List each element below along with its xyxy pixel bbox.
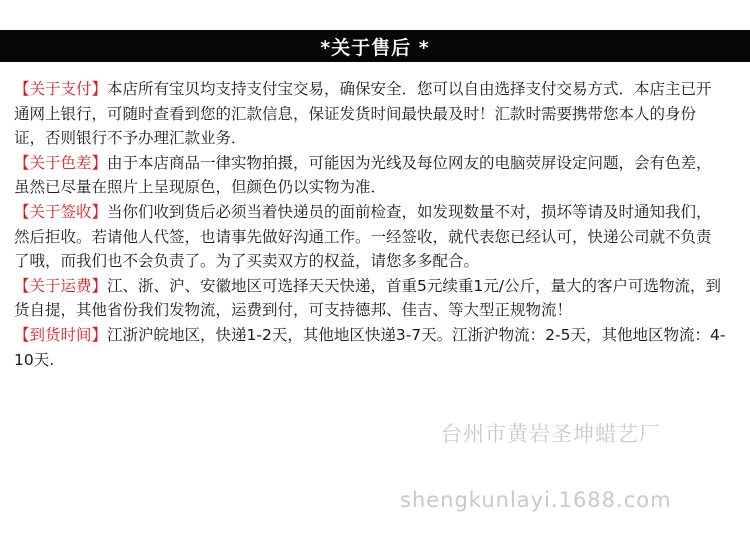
delivery-time-section bbox=[14, 323, 726, 372]
shipping-fee-tag: 【关于运费】 bbox=[14, 276, 108, 295]
payment-section bbox=[14, 77, 726, 151]
payment-tag: 【关于支付】 bbox=[14, 80, 108, 98]
watermark-url: shengkunlayi.1688.com bbox=[400, 488, 672, 512]
section-title: *关于售后 * bbox=[320, 36, 430, 59]
watermark-company: 台州市黄岩圣坤蜡艺厂 bbox=[441, 422, 661, 446]
signing-text: 当你们收到货后必须当着快递员的面前检查，如发现数量不对，损坏等请及时通知我们，然后拒收。若请他人代签，也请事先做好沟通工作。一经签收，就代表您已经认可，快递公司就不负责了哦，而我们也不会负责了。为了买卖双方的权益，请您多多配合。 bbox=[14, 202, 712, 271]
section-header-bar bbox=[0, 30, 750, 62]
delivery-time-text: 江浙沪皖地区，快递1-2天，其他地区快递3-7天。江浙沪物流：2-5天，其他地区物流：4-10天. bbox=[14, 325, 726, 369]
payment-text: 本店所有宝贝均支持支付宝交易，确保安全．您可以自由选择支付交易方式．本店主已开通网上银行，可随时查看到您的汇款信息，保证发货时间最快最及时！汇款时需要携带您本人的身份证，否则银行不予办理汇款业务． bbox=[14, 80, 712, 148]
signing-tag: 【关于签收】 bbox=[14, 202, 108, 221]
signing-section bbox=[14, 200, 726, 274]
color-difference-section bbox=[14, 151, 726, 200]
shipping-fee-text: 江、浙、沪、安徽地区可选择天天快递，首重5元续重1元/公斤，量大的客户可选物流，到货自提，其他省份我们发物流，运费到付，可支持德邦、佳吉、等大型正规物流！ bbox=[14, 276, 721, 320]
shipping-fee-section bbox=[14, 274, 726, 323]
color-difference-tag: 【关于色差】 bbox=[14, 153, 108, 172]
color-difference-text: 由于本店商品一律实物拍摄，可能因为光线及每位网友的电脑荧屏设定问题，会有色差，虽然已尽量在照片上呈现原色，但颜色仍以实物为准． bbox=[14, 153, 712, 197]
delivery-time-tag: 【到货时间】 bbox=[14, 325, 108, 344]
after-sales-content bbox=[14, 77, 726, 372]
